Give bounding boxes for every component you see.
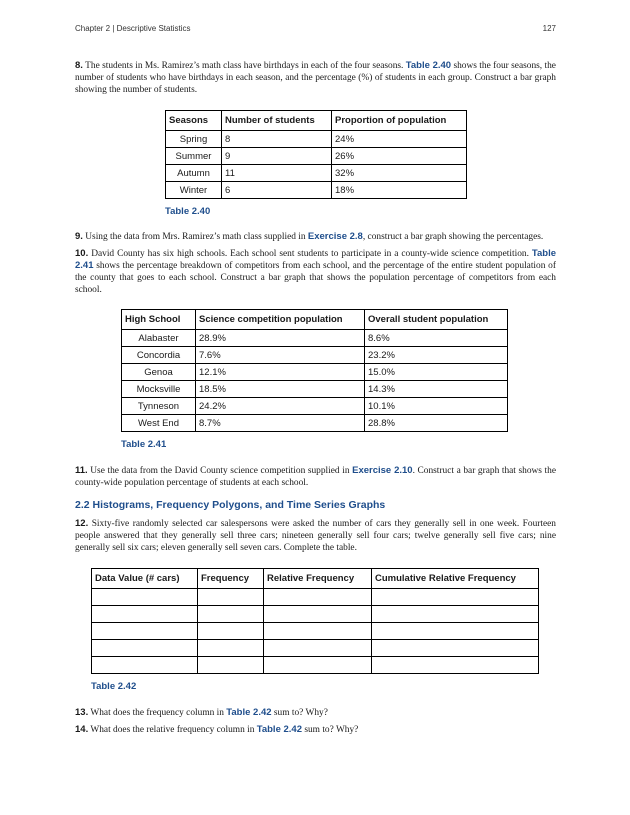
table-cell [92, 606, 198, 623]
table-cell [264, 589, 372, 606]
exercise-number: 13. [75, 707, 89, 718]
table-row [122, 347, 508, 364]
table-cell: 18.5% [196, 381, 365, 398]
column-header: Frequency [198, 569, 264, 589]
exercise-text: What does the frequency column in [88, 708, 227, 718]
table-cell: 14.3% [365, 381, 508, 398]
table-cell [264, 640, 372, 657]
table-cell: 23.2% [365, 347, 508, 364]
exercise-text: Use the data from the David County science competition supplied in [87, 466, 353, 476]
table-cell: 24.2% [196, 398, 365, 415]
table-caption: Table 2.40 [165, 206, 211, 217]
column-header: High School [122, 310, 196, 330]
section-heading: 2.2 Histograms, Frequency Polygons, and Time Series Graphs [75, 499, 386, 511]
table-cell [372, 657, 539, 674]
column-header: Cumulative Relative Frequency [372, 569, 539, 589]
table-2-42-link[interactable]: Table 2.42 [256, 724, 302, 735]
exercise-13 [75, 707, 556, 719]
table-cell: Autumn [166, 165, 222, 182]
table-row [122, 381, 508, 398]
table-cell [198, 623, 264, 640]
table-cell: 24% [332, 131, 467, 148]
table-cell [372, 623, 539, 640]
exercise-number: 14. [75, 724, 89, 735]
column-header: Seasons [166, 111, 222, 131]
table-cell: 7.6% [196, 347, 365, 364]
exercise-9 [75, 231, 556, 243]
exercise-2-8-link[interactable]: Exercise 2.8 [307, 231, 363, 242]
table-row [122, 364, 508, 381]
exercise-14 [75, 724, 556, 736]
exercise-text: Sixty-five randomly selected car salespersons were asked the number of cars they generally sell in one week. Fourteen people answered that they generally sell three cars; nineteen generally sell four cars; twelve generally sell five cars; nine generally sell six cars; eleven generally sell seven cars. Complete the table. [75, 519, 556, 553]
table-cell [198, 657, 264, 674]
table-2-40 [165, 110, 467, 199]
exercise-text: Using the data from Mrs. Ramirez’s math class supplied in [82, 232, 308, 242]
table-cell [372, 589, 539, 606]
table-cell: 12.1% [196, 364, 365, 381]
table-cell: Summer [166, 148, 222, 165]
page-number: 127 [542, 24, 556, 33]
table-cell: 32% [332, 165, 467, 182]
table-row [166, 131, 467, 148]
table-cell [264, 623, 372, 640]
table-2-40-link[interactable]: Table 2.40 [405, 60, 452, 71]
exercise-number: 9. [75, 231, 83, 242]
table-cell: Tynneson [122, 398, 196, 415]
table-cell: 10.1% [365, 398, 508, 415]
exercise-10 [75, 248, 556, 296]
table-row [92, 606, 539, 623]
exercise-text: . Construct a bar graph that shows the county-wide population percentage of students at each school. [75, 466, 556, 488]
table-row [166, 148, 467, 165]
table-row [122, 415, 508, 432]
column-header: Data Value (# cars) [92, 569, 198, 589]
table-cell: 28.8% [365, 415, 508, 432]
table-cell: 28.9% [196, 330, 365, 347]
table-cell: 8 [222, 131, 332, 148]
table-cell: 15.0% [365, 364, 508, 381]
table-row [166, 182, 467, 199]
table-cell: Concordia [122, 347, 196, 364]
exercise-text: shows the percentage breakdown of competitors from each school, and the percentage of the entire student population of the county that goes to each school. Construct a bar graph that shows the population percentage of competitors from each school. [75, 261, 556, 295]
exercise-text: David County has six high schools. Each school sent students to participate in a county-wide science competition. [88, 249, 532, 259]
table-cell: Winter [166, 182, 222, 199]
column-header: Science competition population [196, 310, 365, 330]
table-caption: Table 2.41 [121, 439, 167, 450]
table-header-row [92, 569, 539, 589]
exercise-2-10-link[interactable]: Exercise 2.10 [352, 465, 413, 476]
exercise-number: 10. [75, 248, 89, 259]
table-cell: Mocksville [122, 381, 196, 398]
column-header: Relative Frequency [264, 569, 372, 589]
table-cell [92, 657, 198, 674]
exercise-number: 11. [75, 465, 88, 476]
table-cell: West End [122, 415, 196, 432]
table-cell [198, 606, 264, 623]
table-cell: 8.6% [365, 330, 508, 347]
table-cell [92, 623, 198, 640]
table-header-row [166, 111, 467, 131]
exercise-number: 8. [75, 60, 83, 71]
exercise-text: What does the relative frequency column in [88, 725, 257, 735]
running-header: Chapter 2 | Descriptive Statistics [75, 24, 191, 33]
table-cell: 6 [222, 182, 332, 199]
table-cell [198, 589, 264, 606]
exercise-12 [75, 518, 556, 554]
table-cell [264, 657, 372, 674]
column-header: Overall student population [365, 310, 508, 330]
table-row [92, 623, 539, 640]
table-row [92, 589, 539, 606]
exercise-text: The students in Ms. Ramirez’s math class have birthdays in each of the four seasons. [82, 61, 406, 71]
exercise-text: , construct a bar graph showing the percentages. [362, 232, 544, 242]
table-cell: 18% [332, 182, 467, 199]
table-row [122, 398, 508, 415]
table-cell [198, 640, 264, 657]
exercise-number: 12. [75, 518, 89, 529]
table-cell: 11 [222, 165, 332, 182]
table-2-42 [91, 568, 539, 674]
table-row [166, 165, 467, 182]
table-cell: 9 [222, 148, 332, 165]
table-cell [92, 640, 198, 657]
exercise-text: sum to? Why? [302, 725, 359, 735]
table-cell: Genoa [122, 364, 196, 381]
table-cell [372, 640, 539, 657]
table-cell [264, 606, 372, 623]
exercise-11 [75, 465, 556, 489]
table-row [92, 640, 539, 657]
table-row [122, 330, 508, 347]
table-2-41 [121, 309, 508, 432]
table-caption: Table 2.42 [91, 681, 137, 692]
column-header: Number of students [222, 111, 332, 131]
table-cell [92, 589, 198, 606]
table-cell: Spring [166, 131, 222, 148]
exercise-8 [75, 60, 556, 96]
table-header-row [122, 310, 508, 330]
table-2-41-link[interactable]: Table 2.41 [75, 248, 556, 271]
table-row [92, 657, 539, 674]
column-header: Proportion of population [332, 111, 467, 131]
exercise-text: sum to? Why? [271, 708, 328, 718]
table-cell: 8.7% [196, 415, 365, 432]
exercise-text: shows the four seasons, the number of students who have birthdays in each season, and the percentage (%) of students in each group. Construct a bar graph showing the number of students. [75, 61, 556, 95]
table-cell: 26% [332, 148, 467, 165]
table-2-42-link[interactable]: Table 2.42 [226, 707, 272, 718]
table-cell [372, 606, 539, 623]
table-cell: Alabaster [122, 330, 196, 347]
